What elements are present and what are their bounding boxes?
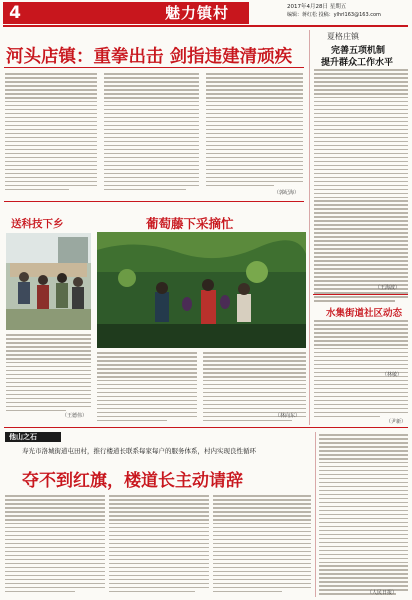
grapes-photo	[97, 232, 306, 348]
corner-kicker: 寿光市洛城街道屯田村，推行楼道长联系每家每户的服务体系，村内实现良性循环	[22, 447, 256, 455]
corner-body-col3	[213, 495, 311, 595]
lead-underline	[4, 67, 304, 68]
section-title: 魅力镇村	[165, 4, 230, 22]
right-column-divider	[309, 30, 310, 425]
editor-line: 编辑：蒋红松 投稿：ylhrl163@163.com	[287, 12, 381, 18]
right-top-headline-1: 完善五项机制	[331, 46, 386, 56]
science-headline: 送科技下乡	[11, 218, 64, 230]
grapes-body-col1	[97, 352, 197, 424]
lower-right-divider	[315, 432, 316, 597]
corner-sign-off: （人民日报）	[367, 590, 398, 596]
grapes-photo-image	[97, 232, 306, 348]
right-mid-sign-off: （王海波）	[375, 285, 401, 291]
science-photo	[6, 233, 91, 330]
water-sign-off: （林敏）	[382, 372, 403, 378]
lead-body-col2	[104, 73, 199, 193]
corner-body-col4	[319, 434, 408, 597]
lead-body-col1	[5, 73, 97, 193]
science-photo-image	[6, 233, 91, 330]
page-header	[0, 0, 412, 27]
right-top-headline-2: 提升群众工作水平	[321, 58, 394, 68]
right-top-kicker: 夏格庄镇	[327, 32, 359, 41]
water-body	[314, 320, 408, 420]
corner-headline: 夺不到红旗，楼道长主动请辞	[22, 471, 243, 491]
header-rule	[3, 25, 408, 27]
issue-date: 2017年4月28日 星期五	[287, 4, 347, 10]
lead-bottom-rule	[4, 201, 304, 202]
corner-body-col1	[5, 495, 105, 595]
corner-section-label: 他山之石	[9, 433, 37, 441]
lower-section-rule	[4, 427, 408, 428]
page-number: 4	[3, 2, 27, 24]
grapes-sign-off: （林向东）	[275, 413, 301, 419]
water-headline: 水集街道社区动态	[326, 308, 403, 319]
grapes-headline: 葡萄藤下采摘忙	[146, 216, 234, 231]
science-sign-off: （王德伟）	[62, 413, 88, 419]
corner-body-col2	[109, 495, 209, 595]
science-caption	[6, 334, 91, 414]
lead-headline: 河头店镇：重拳出击 剑指违建清顽疾	[6, 47, 293, 67]
lead-sign-off: （郭纪海）	[274, 190, 300, 196]
right-top-body	[314, 69, 408, 304]
right-mid-rule	[313, 294, 408, 295]
right-bottom-sign-off: （尹新）	[386, 419, 407, 425]
lead-body-col3	[206, 73, 303, 189]
